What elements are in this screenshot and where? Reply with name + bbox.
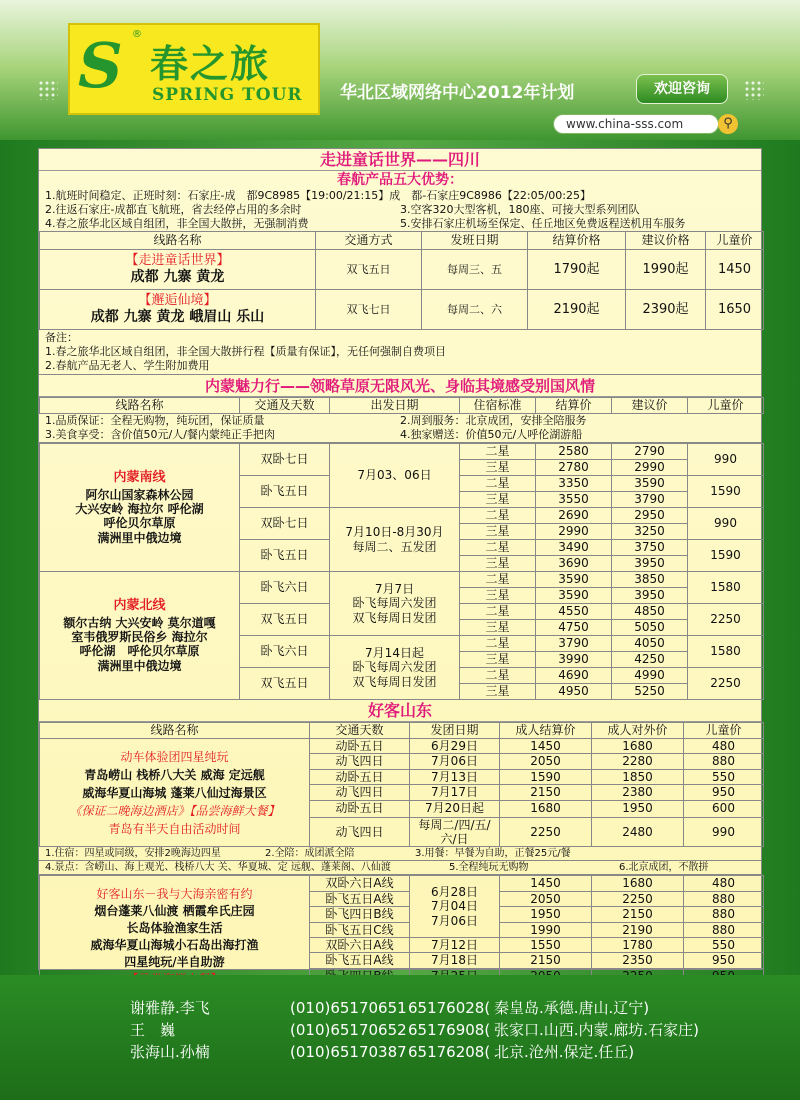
settle-price: 2780 [536, 460, 612, 476]
feature-2: 2.周到服务：北京成团，安排全陪服务 [400, 414, 587, 427]
child-price: 600 [684, 800, 764, 817]
route-tag: 【走进童话世界】 [125, 253, 230, 269]
departure-date: 每周二/四/五/六/日 [410, 817, 500, 847]
suggest-price: 2190 [592, 922, 684, 937]
sd-note-4: 4.景点：含崂山、海上观光、栈桥八大 关、华夏城、定 远舰、蓬莱阁、八仙渡 [45, 862, 391, 874]
suggest-price: 3950 [612, 556, 688, 572]
sichuan-price-table [39, 231, 764, 330]
south-line-description [40, 444, 240, 572]
group-line: 长岛体验渔家生活 [126, 921, 223, 936]
contact-row [130, 1041, 634, 1062]
col-route: 线路名称 [40, 398, 240, 414]
table-row [40, 876, 764, 891]
settle-price: 4950 [536, 684, 612, 700]
search-icon[interactable]: ⚲ [718, 114, 738, 134]
departure-dates [330, 444, 460, 508]
hotel-standard: 二星 [460, 572, 536, 588]
settle-price: 2690 [536, 508, 612, 524]
hotel-standard: 二星 [460, 604, 536, 620]
child-price: 880 [684, 907, 764, 922]
neimeng-section [39, 375, 761, 700]
hotel-standard: 三星 [460, 524, 536, 540]
transport: 卧飞五日A线 [310, 891, 410, 906]
departure-date: 7月20日起 [410, 800, 500, 817]
date-line: 双飞每周日发团 [352, 674, 437, 689]
route-tag: 【邂逅仙境】 [138, 293, 217, 309]
registered-mark: ® [132, 29, 142, 40]
contact-footer [0, 975, 800, 1100]
col-transport: 交通天数 [310, 723, 410, 739]
child-price: 1650 [706, 290, 764, 330]
consult-button[interactable]: 欢迎咨询 [636, 74, 728, 104]
child-price: 880 [684, 754, 764, 769]
settle-price: 1450 [500, 876, 592, 891]
date-line: 卧飞每周六发团 [352, 660, 437, 675]
child-price: 880 [684, 922, 764, 937]
settle-price: 2150 [500, 785, 592, 800]
group-line: 威海华夏山海城 蓬莱八仙过海景区 [82, 785, 267, 800]
col-suggest: 成人对外价 [592, 723, 684, 739]
col-child: 儿童价 [706, 232, 764, 250]
transport: 卧飞五日C线 [310, 922, 410, 937]
dates: 每周二、六 [422, 290, 528, 330]
transport: 卧飞六日 [240, 636, 330, 668]
settle-price: 3690 [536, 556, 612, 572]
child-price: 1590 [688, 476, 764, 508]
advantage-3: 3.空客320大型客机，180座、可接大型系列团队 [400, 203, 640, 216]
line-desc: 室韦俄罗斯民俗乡 海拉尔 [71, 629, 208, 644]
phone-1[interactable]: (010)65170387 [290, 1043, 407, 1061]
phone-1[interactable]: (010)65170652 [290, 1021, 407, 1039]
col-dates: 发班日期 [422, 232, 528, 250]
settle-price: 1450 [500, 739, 592, 754]
settle-price: 1550 [500, 937, 592, 952]
suggest-price: 1680 [592, 739, 684, 754]
phone-1[interactable]: (010)65170651 [290, 999, 407, 1017]
departure-dates [330, 572, 460, 636]
settle-price: 3790 [536, 636, 612, 652]
hotel-standard: 二星 [460, 476, 536, 492]
transport: 卧飞五日A线 [310, 953, 410, 968]
transport: 双飞五日 [316, 250, 422, 290]
phone-2[interactable]: 65176908( [408, 1021, 491, 1039]
suggest-price: 2350 [592, 953, 684, 968]
child-price: 950 [684, 785, 764, 800]
settle-price: 3590 [536, 572, 612, 588]
suggest-price: 4850 [612, 604, 688, 620]
col-suggest: 建议价格 [626, 232, 706, 250]
contact-area: 北京.沧州.保定.任丘) [494, 1043, 635, 1061]
suggest-price: 2390起 [626, 290, 706, 330]
sd-note-3: 3.用餐：早餐为自助，正餐25元/餐 [415, 848, 571, 860]
table-row [40, 250, 764, 290]
child-price: 990 [684, 817, 764, 847]
child-price: 550 [684, 937, 764, 952]
logo-name-cn: 春之旅 [150, 42, 271, 86]
date-line: 卧飞每周六发团 [352, 596, 437, 611]
feature-1: 1.品质保证：全程无购物，纯玩团，保证质量 [45, 414, 265, 427]
sichuan-title: 走进童话世界——四川 [39, 149, 761, 171]
suggest-price: 5250 [612, 684, 688, 700]
transport: 动飞四日 [310, 785, 410, 800]
settle-price: 3590 [536, 588, 612, 604]
suggest-price: 1950 [592, 800, 684, 817]
hotel-standard: 三星 [460, 620, 536, 636]
col-transport: 交通方式 [316, 232, 422, 250]
departure-dates [330, 508, 460, 572]
departure-date: 7月18日 [410, 953, 500, 968]
suggest-price: 3750 [612, 540, 688, 556]
child-price: 2250 [688, 668, 764, 700]
settle-price: 2150 [500, 953, 592, 968]
hotel-standard: 二星 [460, 444, 536, 460]
hotel-standard: 三星 [460, 460, 536, 476]
shandong-section [39, 700, 761, 999]
transport: 卧飞五日 [240, 540, 330, 572]
departure-dates [410, 876, 500, 938]
suggest-price: 2950 [612, 508, 688, 524]
table-row [40, 290, 764, 330]
line-desc: 阿尔山国家森林公园 [85, 487, 194, 502]
hotel-standard: 三星 [460, 652, 536, 668]
line-desc: 额尔古纳 大兴安岭 莫尔道嘎 [63, 615, 216, 630]
col-dates: 出发日期 [330, 398, 460, 414]
child-price: 1580 [688, 572, 764, 604]
child-price: 990 [688, 444, 764, 476]
departure-date: 7月12日 [410, 937, 500, 952]
settle-price: 3550 [536, 492, 612, 508]
website-url[interactable]: www.china-sss.com [553, 114, 719, 134]
transport: 双卧六日A线 [310, 937, 410, 952]
col-settle: 成人结算价 [500, 723, 592, 739]
route-name: 成都 九寨 黄龙 [130, 268, 225, 285]
date-line: 7月14日起 [365, 645, 424, 660]
child-price: 990 [688, 508, 764, 540]
header-banner [0, 0, 800, 140]
suggest-price: 1780 [592, 937, 684, 952]
dates: 每周三、五 [422, 250, 528, 290]
suggest-price: 1850 [592, 769, 684, 784]
settle-price: 1990 [500, 922, 592, 937]
line-desc: 大兴安岭 海拉尔 呼伦湖 [75, 501, 204, 516]
hotel-standard: 二星 [460, 636, 536, 652]
sichuan-section [39, 149, 761, 375]
plan-title: 华北区域网络中心2012年计划 [340, 83, 575, 103]
settle-price: 1590 [500, 769, 592, 784]
settle-price: 2050 [500, 754, 592, 769]
col-child: 儿童价 [684, 723, 764, 739]
date-line: 7月04日 [431, 899, 478, 914]
suggest-price: 1680 [592, 876, 684, 891]
contact-area: 张家口.山西.内蒙.廊坊.石家庄) [494, 1021, 699, 1039]
child-price: 880 [684, 891, 764, 906]
settle-price: 2050 [500, 891, 592, 906]
hotel-standard: 三星 [460, 556, 536, 572]
settle-price: 1790起 [528, 250, 626, 290]
child-price: 950 [684, 953, 764, 968]
feature-3: 3.美食享受：含价值50元/人/餐内蒙纯正手把肉 [45, 428, 275, 441]
sd-note-1: 1.住宿：四星或同级，安排2晚海边四星 [45, 848, 221, 860]
suggest-price: 2380 [592, 785, 684, 800]
settle-price: 4690 [536, 668, 612, 684]
transport: 卧飞六日 [240, 572, 330, 604]
suggest-price: 1990起 [626, 250, 706, 290]
col-hotel: 住宿标准 [460, 398, 536, 414]
departure-date: 7月13日 [410, 769, 500, 784]
suggest-price: 2480 [592, 817, 684, 847]
settle-price: 3350 [536, 476, 612, 492]
suggest-price: 2250 [592, 891, 684, 906]
date-line: 双飞每周日发团 [352, 610, 437, 625]
col-child: 儿童价 [688, 398, 764, 414]
transport: 双飞七日 [316, 290, 422, 330]
date-line: 7月06日 [431, 913, 478, 928]
departure-date: 7月17日 [410, 785, 500, 800]
advantage-4: 4.春之旅华北区域自组团，非全国大散拼，无强制消费 [45, 217, 309, 230]
col-transport: 交通及天数 [240, 398, 330, 414]
transport: 双卧六日A线 [310, 876, 410, 891]
settle-price: 2580 [536, 444, 612, 460]
group-line: 青岛崂山 栈桥八大关 威海 定远舰 [84, 767, 265, 782]
transport: 卧飞四日B线 [310, 907, 410, 922]
date-line: 6月28日 [431, 885, 478, 900]
suggest-price: 2150 [592, 907, 684, 922]
date-line: 7月7日 [374, 581, 415, 596]
child-price: 1580 [688, 636, 764, 668]
col-settle: 结算价格 [528, 232, 626, 250]
neimeng-price-table [39, 443, 764, 700]
suggest-price: 3590 [612, 476, 688, 492]
settle-price: 3490 [536, 540, 612, 556]
contact-row [130, 997, 649, 1018]
neimeng-title: 内蒙魅力行——领略草原无限风光、身临其境感受别国风情 [39, 375, 761, 397]
table-row [40, 444, 764, 460]
note-1: 1.春之旅华北区域自组团，非全国大散拼行程【质量有保证】，无任何强制自费项目 [45, 345, 446, 358]
dot-pattern [744, 80, 764, 100]
col-suggest: 建议价 [612, 398, 688, 414]
suggest-price: 2790 [612, 444, 688, 460]
col-route: 线路名称 [40, 232, 316, 250]
suggest-price: 5050 [612, 620, 688, 636]
note-title: 备注： [45, 331, 78, 344]
transport: 动卧五日 [310, 769, 410, 784]
contact-area: 秦皇岛.承德.唐山.辽宁) [494, 999, 650, 1017]
child-price: 550 [684, 769, 764, 784]
dot-pattern [38, 80, 58, 100]
transport: 双卧七日 [240, 508, 330, 540]
hotel-standard: 二星 [460, 668, 536, 684]
feature-4: 4.独家赠送：价值50元/人呼伦湖游船 [400, 428, 583, 441]
group-line: 《保证二晚海边酒店》【品尝海鲜大餐】 [69, 803, 280, 818]
line-desc: 满洲里中俄边境 [97, 658, 182, 673]
suggest-price: 4050 [612, 636, 688, 652]
suggest-price: 3250 [612, 524, 688, 540]
shandong-title: 好客山东 [39, 700, 761, 722]
suggest-price: 2990 [612, 460, 688, 476]
settle-price: 4750 [536, 620, 612, 636]
group-line: 四星纯玩/半自助游 [124, 955, 225, 970]
transport: 动卧五日 [310, 739, 410, 754]
contact-row [130, 1019, 699, 1040]
settle-price: 2190起 [528, 290, 626, 330]
date-line: 7月10日-8月30月 [345, 525, 444, 540]
neimeng-header-table [39, 397, 764, 414]
col-settle: 结算价 [536, 398, 612, 414]
suggest-price: 4250 [612, 652, 688, 668]
col-route: 线路名称 [40, 723, 310, 739]
transport: 动飞四日 [310, 754, 410, 769]
transport: 动卧五日 [310, 800, 410, 817]
hotel-standard: 二星 [460, 540, 536, 556]
line-desc: 满洲里中俄边境 [97, 530, 182, 545]
advantage-1: 1.航班时间稳定、正班时刻：石家庄-成 都9C8985【19:00/21:15】成 都-石家庄9C8986【22:05/00:25】 [45, 189, 591, 202]
group-line: 烟台蓬莱八仙渡 栖霞牟氏庄园 [94, 904, 255, 919]
child-price: 2250 [688, 604, 764, 636]
transport: 卧飞五日 [240, 476, 330, 508]
departure-dates [330, 636, 460, 700]
suggest-price: 3850 [612, 572, 688, 588]
line-desc: 呼伦贝尔草原 [103, 516, 176, 531]
group-line: 威海华夏山海城小石岛出海打渔 [90, 938, 259, 953]
departure-date: 7月06日 [410, 754, 500, 769]
child-price: 480 [684, 876, 764, 891]
advantage-5: 5.安排石家庄机场至保定、任丘地区免费返程送机用车服务 [400, 217, 686, 230]
settle-price: 1950 [500, 907, 592, 922]
hotel-standard: 二星 [460, 508, 536, 524]
contact-name: 张海山.孙楠 [130, 1043, 210, 1061]
table-row [40, 572, 764, 588]
date-line: 7月03、06日 [357, 468, 432, 483]
date-line: 每周二、五发团 [352, 539, 437, 554]
col-dates: 发团日期 [410, 723, 500, 739]
logo-mark: S [78, 29, 123, 102]
suggest-price: 2280 [592, 754, 684, 769]
suggest-price: 4990 [612, 668, 688, 684]
line-name: 内蒙南线 [113, 469, 166, 485]
group-line: 好客山东－我与大海亲密有约 [96, 887, 253, 902]
north-line-description [40, 572, 240, 700]
line-desc: 呼伦湖 呼伦贝尔草原 [79, 644, 200, 659]
contact-name: 王 巍 [130, 1021, 176, 1039]
settle-price: 1680 [500, 800, 592, 817]
transport: 双飞五日 [240, 604, 330, 636]
logo-name-en: SPRING TOUR [152, 85, 303, 105]
contact-name: 谢雅静.李飞 [130, 999, 210, 1017]
group-line: 青岛有半天自由活动时间 [108, 821, 241, 836]
transport: 双飞五日 [240, 668, 330, 700]
note-2: 2.春航产品无老人、学生附加费用 [39, 359, 761, 375]
sd-note-2: 2.全陪：成团派全陪 [265, 848, 355, 860]
suggest-price: 3790 [612, 492, 688, 508]
suggest-price: 3950 [612, 588, 688, 604]
advantages-title: 春航产品五大优势： [337, 172, 463, 188]
child-price: 480 [684, 739, 764, 754]
transport: 动飞四日 [310, 817, 410, 847]
hotel-standard: 三星 [460, 684, 536, 700]
phone-2[interactable]: 65176208( [408, 1043, 491, 1061]
table-row [40, 739, 764, 754]
shandong-price-table-1 [39, 722, 764, 847]
line-name: 内蒙北线 [113, 597, 166, 613]
settle-price: 2990 [536, 524, 612, 540]
settle-price: 3990 [536, 652, 612, 668]
child-price: 1590 [688, 540, 764, 572]
group-line: 动车体验团四星纯玩 [120, 749, 229, 764]
group1-description [40, 739, 310, 847]
child-price: 1450 [706, 250, 764, 290]
hotel-standard: 三星 [460, 492, 536, 508]
phone-2[interactable]: 65176028( [408, 999, 491, 1017]
transport: 双卧七日 [240, 444, 330, 476]
route-name: 成都 九寨 黄龙 峨眉山 乐山 [90, 308, 265, 325]
sd-note-5: 5.全程纯玩无购物 [449, 862, 529, 874]
hotel-standard: 三星 [460, 588, 536, 604]
advantage-2: 2.往返石家庄-成都直飞航班，省去经停占用的多余时 [45, 203, 302, 216]
settle-price: 2250 [500, 817, 592, 847]
itinerary-sheet [38, 148, 762, 970]
spring-tour-logo[interactable] [68, 23, 320, 115]
departure-date: 6月29日 [410, 739, 500, 754]
settle-price: 4550 [536, 604, 612, 620]
sd-note-6: 6.北京成团，不散拼 [619, 862, 709, 874]
